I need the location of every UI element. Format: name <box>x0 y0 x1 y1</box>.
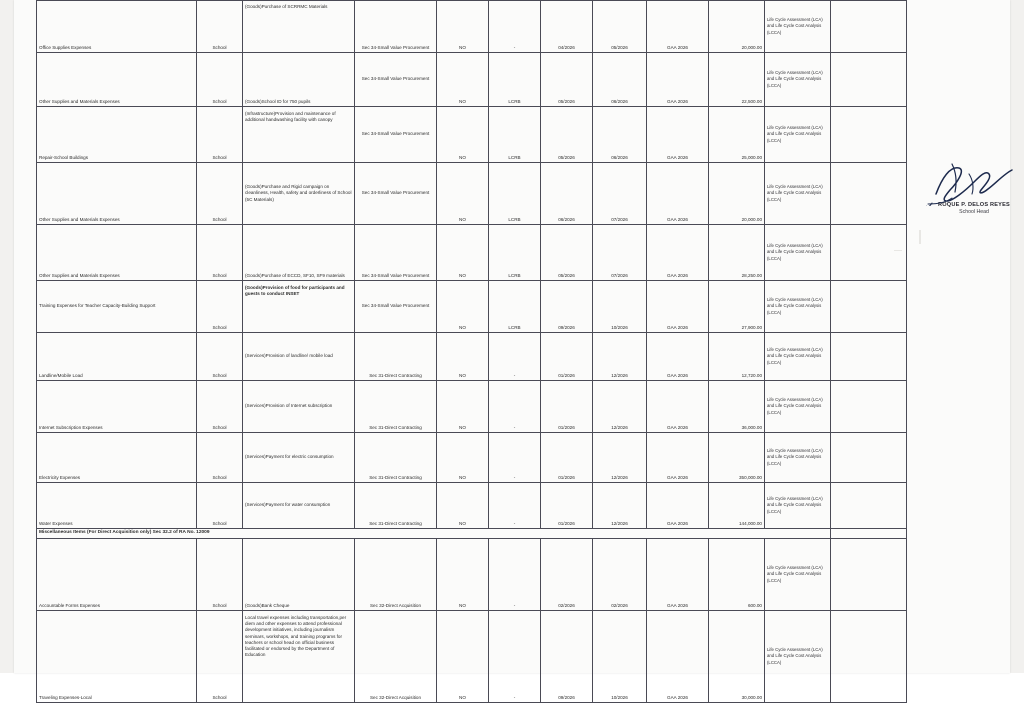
cell-advertisement: 05/2026 <box>541 107 593 163</box>
cell-basis: Sec 34-Small Value Procurement <box>355 107 437 163</box>
cell-early-procurement: NO <box>437 281 489 333</box>
cell-basis: Sec 32-Direct Acquisition <box>355 539 437 611</box>
cell-total-amount: 600.00 <box>709 539 765 611</box>
cell-mode: (Services)Provision of Internet subscription <box>243 381 355 433</box>
cell-description: Office Supplies Expenses <box>37 1 197 53</box>
cell-mode: (Goods)Provision of food for participants and guests to conduct INSET <box>243 281 355 333</box>
cell-spare <box>831 1 907 53</box>
cell-lcrb: - <box>489 483 541 529</box>
cell-spare <box>831 107 907 163</box>
cell-early-procurement: NO <box>437 333 489 381</box>
cell-mode: (Goods)Purchase of ECCD, SF10, SF9 materials <box>243 225 355 281</box>
table-row[interactable] <box>37 539 907 611</box>
cell-delivery: 12/2026 <box>593 333 647 381</box>
cell-spare <box>831 225 907 281</box>
cell-delivery: 05/2026 <box>593 1 647 53</box>
signature-block <box>914 160 1024 215</box>
cell-lcrb: - <box>489 539 541 611</box>
ppmp-table <box>36 0 907 703</box>
cell-early-procurement: NO <box>437 433 489 483</box>
cell-unit: School <box>197 163 243 225</box>
cell-delivery: 02/2026 <box>593 539 647 611</box>
cell-lcrb: LCRB <box>489 225 541 281</box>
cell-remarks: Life Cycle Assessment (LCA) and Life Cycle Cost Analysis (LCCA) <box>765 433 831 483</box>
cell-remarks: Life Cycle Assessment (LCA) and Life Cycle Cost Analysis (LCCA) <box>765 281 831 333</box>
table-row[interactable] <box>37 225 907 281</box>
cell-advertisement: 02/2026 <box>541 539 593 611</box>
cell-remarks: Life Cycle Assessment (LCA) and Life Cycle Cost Analysis (LCCA) <box>765 225 831 281</box>
cell-description: Accountable Forms Expenses <box>37 539 197 611</box>
cell-description: Other Supplies and Materials Expenses <box>37 163 197 225</box>
cell-early-procurement: NO <box>437 611 489 703</box>
cell-unit: School <box>197 281 243 333</box>
table-row[interactable] <box>37 483 907 529</box>
cell-advertisement: 09/2026 <box>541 281 593 333</box>
cell-unit: School <box>197 433 243 483</box>
cell-total-amount: 30,000.00 <box>709 611 765 703</box>
cell-remarks: Life Cycle Assessment (LCA) and Life Cycle Cost Analysis (LCCA) <box>765 107 831 163</box>
cell-early-procurement: NO <box>437 53 489 107</box>
cell-description: Other Supplies and Materials Expenses <box>37 53 197 107</box>
cell-unit: School <box>197 611 243 703</box>
cell-mode: (Services)Payment for water consumption <box>243 483 355 529</box>
cell-remarks: Life Cycle Assessment (LCA) and Life Cycle Cost Analysis (LCCA) <box>765 163 831 225</box>
cell-spare <box>831 281 907 333</box>
cell-advertisement: 01/2026 <box>541 381 593 433</box>
table-row[interactable] <box>37 611 907 703</box>
cell-advertisement: 05/2026 <box>541 53 593 107</box>
cell-spare <box>831 381 907 433</box>
cell-advertisement: 09/2026 <box>541 611 593 703</box>
cell-unit: School <box>197 539 243 611</box>
ppmp-table-container <box>36 0 906 700</box>
cell-mode: (Goods)Purchase of SCRRMC Materials <box>243 1 355 53</box>
cell-spare <box>831 483 907 529</box>
cell-lcrb: - <box>489 611 541 703</box>
cell-unit: School <box>197 225 243 281</box>
cell-fund-source: GAA 2026 <box>647 433 709 483</box>
cell-lcrb: - <box>489 1 541 53</box>
cell-remarks: Life Cycle Assessment (LCA) and Life Cycle Cost Analysis (LCCA) <box>765 381 831 433</box>
cell-description: Repair-School Buildings <box>37 107 197 163</box>
cell-description: Training Expenses for Teacher Capacity-Building Support <box>37 281 197 333</box>
cell-spare <box>831 163 907 225</box>
handwritten-signature-icon <box>926 160 1022 206</box>
cell-description: Electricity Expenses <box>37 433 197 483</box>
cell-total-amount: 20,000.00 <box>709 1 765 53</box>
cell-fund-source: GAA 2026 <box>647 107 709 163</box>
cell-remarks: Life Cycle Assessment (LCA) and Life Cycle Cost Analysis (LCCA) <box>765 611 831 703</box>
cell-fund-source: GAA 2026 <box>647 281 709 333</box>
cell-basis: Sec 34-Small Value Procurement <box>355 281 437 333</box>
cell-advertisement: 04/2026 <box>541 1 593 53</box>
section-header-label: Miscellaneous Items (For Direct Acquisition only) Sec 32.2 of RA No. 12009 <box>37 529 831 539</box>
cell-early-procurement: NO <box>437 381 489 433</box>
cell-early-procurement: NO <box>437 483 489 529</box>
cell-early-procurement: NO <box>437 163 489 225</box>
cell-spare <box>831 611 907 703</box>
cell-total-amount: 28,250.00 <box>709 225 765 281</box>
cell-fund-source: GAA 2026 <box>647 53 709 107</box>
cell-basis: Sec 34-Small Value Procurement <box>355 1 437 53</box>
cell-unit: School <box>197 333 243 381</box>
cell-basis: Sec 34-Small Value Procurement <box>355 163 437 225</box>
cell-advertisement: 06/2026 <box>541 163 593 225</box>
table-row[interactable] <box>37 107 907 163</box>
cell-total-amount: 20,000.00 <box>709 163 765 225</box>
table-row[interactable] <box>37 163 907 225</box>
cell-basis: Sec 31-Direct Contracting <box>355 483 437 529</box>
cell-total-amount: 36,000.00 <box>709 381 765 433</box>
cell-description: Water Expenses <box>37 483 197 529</box>
cell-spare <box>831 529 907 539</box>
cell-lcrb: - <box>489 381 541 433</box>
cell-basis: Sec 31-Direct Contracting <box>355 381 437 433</box>
section-header-row <box>37 529 907 539</box>
cell-total-amount: 22,500.00 <box>709 53 765 107</box>
signatory-name: ROQUE P. DELOS REYES <box>938 202 1010 208</box>
cell-fund-source: GAA 2026 <box>647 1 709 53</box>
cell-early-procurement: NO <box>437 225 489 281</box>
cell-remarks: Life Cycle Assessment (LCA) and Life Cycle Cost Analysis (LCCA) <box>765 1 831 53</box>
cell-remarks: Life Cycle Assessment (LCA) and Life Cycle Cost Analysis (LCCA) <box>765 539 831 611</box>
cell-delivery: 12/2026 <box>593 381 647 433</box>
cell-unit: School <box>197 381 243 433</box>
cell-early-procurement: NO <box>437 539 489 611</box>
cell-spare <box>831 333 907 381</box>
cell-fund-source: GAA 2026 <box>647 611 709 703</box>
cell-lcrb: LCRB <box>489 53 541 107</box>
document-paper <box>14 0 1010 700</box>
cell-basis: Sec 31-Direct Contracting <box>355 433 437 483</box>
table-row[interactable] <box>37 1 907 53</box>
cell-early-procurement: NO <box>437 1 489 53</box>
cell-fund-source: GAA 2026 <box>647 539 709 611</box>
cell-advertisement: 01/2026 <box>541 483 593 529</box>
cell-advertisement: 01/2026 <box>541 333 593 381</box>
cell-fund-source: GAA 2026 <box>647 381 709 433</box>
cell-total-amount: 25,000.00 <box>709 107 765 163</box>
cell-description: Traveling Expenses-Local <box>37 611 197 703</box>
cell-mode: Local travel expenses including transportation,per diem and other expenses to attend professional development initiatives, including journalism seminars, workshops, and training programs for teachers or school head on official business facilitated or endorsed by the Department of Education <box>243 611 355 703</box>
cell-unit: School <box>197 107 243 163</box>
cell-delivery: 12/2026 <box>593 433 647 483</box>
cell-delivery: 10/2026 <box>593 611 647 703</box>
cell-lcrb: LCRB <box>489 281 541 333</box>
cell-early-procurement: NO <box>437 107 489 163</box>
table-row[interactable] <box>37 433 907 483</box>
cell-remarks: Life Cycle Assessment (LCA) and Life Cycle Cost Analysis (LCCA) <box>765 333 831 381</box>
cell-lcrb: LCRB <box>489 107 541 163</box>
cell-lcrb: - <box>489 333 541 381</box>
cell-basis: Sec 34-Small Value Procurement <box>355 225 437 281</box>
cell-description: Landline/Mobile Load <box>37 333 197 381</box>
table-row[interactable] <box>37 281 907 333</box>
cell-fund-source: GAA 2026 <box>647 225 709 281</box>
cell-spare <box>831 539 907 611</box>
cell-lcrb: LCRB <box>489 163 541 225</box>
cell-basis: Sec 34-Small Value Procurement <box>355 53 437 107</box>
cell-lcrb: - <box>489 433 541 483</box>
cell-delivery: 07/2026 <box>593 163 647 225</box>
cell-remarks: Life Cycle Assessment (LCA) and Life Cycle Cost Analysis (LCCA) <box>765 483 831 529</box>
cell-description: Other Supplies and Materials Expenses <box>37 225 197 281</box>
cell-mode: (Goods)Bank Cheque <box>243 539 355 611</box>
table-row[interactable] <box>37 381 907 433</box>
cell-fund-source: GAA 2026 <box>647 483 709 529</box>
cell-advertisement: 01/2026 <box>541 433 593 483</box>
table-row[interactable] <box>37 333 907 381</box>
cell-delivery: 10/2026 <box>593 281 647 333</box>
scan-artifact <box>894 250 902 251</box>
cell-unit: School <box>197 483 243 529</box>
cell-total-amount: 27,900.00 <box>709 281 765 333</box>
cell-mode: (Services)Payment for electric consumption <box>243 433 355 483</box>
cell-unit: School <box>197 53 243 107</box>
cell-total-amount: 144,000.00 <box>709 483 765 529</box>
cell-delivery: 06/2026 <box>593 107 647 163</box>
cell-mode: (Services)Provision of landline/ mobile load <box>243 333 355 381</box>
cell-fund-source: GAA 2026 <box>647 163 709 225</box>
cell-mode: (Goods)Purchase and Rigid campaign on cleanliness, Health, safety and orderliness of School (5C Materials) <box>243 163 355 225</box>
cell-mode: (Infrastructure)Provision and maintenance of additional handwashing facility with canopy <box>243 107 355 163</box>
cell-basis: Sec 32-Direct Acquisition <box>355 611 437 703</box>
signatory-role: School Head <box>959 209 989 215</box>
cell-unit: School <box>197 1 243 53</box>
scan-artifact <box>919 230 921 244</box>
cell-description: Internet Subscription Expenses <box>37 381 197 433</box>
cell-total-amount: 12,720.00 <box>709 333 765 381</box>
cell-delivery: 12/2026 <box>593 483 647 529</box>
cell-spare <box>831 433 907 483</box>
cell-mode: (Goods)School ID for 750 pupils <box>243 53 355 107</box>
cell-delivery: 06/2026 <box>593 53 647 107</box>
cell-basis: Sec 31-Direct Contracting <box>355 333 437 381</box>
cell-remarks: Life Cycle Assessment (LCA) and Life Cycle Cost Analysis (LCCA) <box>765 53 831 107</box>
cell-fund-source: GAA 2026 <box>647 333 709 381</box>
table-row[interactable] <box>37 53 907 107</box>
cell-advertisement: 05/2026 <box>541 225 593 281</box>
cell-total-amount: 350,000.00 <box>709 433 765 483</box>
cell-delivery: 07/2026 <box>593 225 647 281</box>
cell-spare <box>831 53 907 107</box>
